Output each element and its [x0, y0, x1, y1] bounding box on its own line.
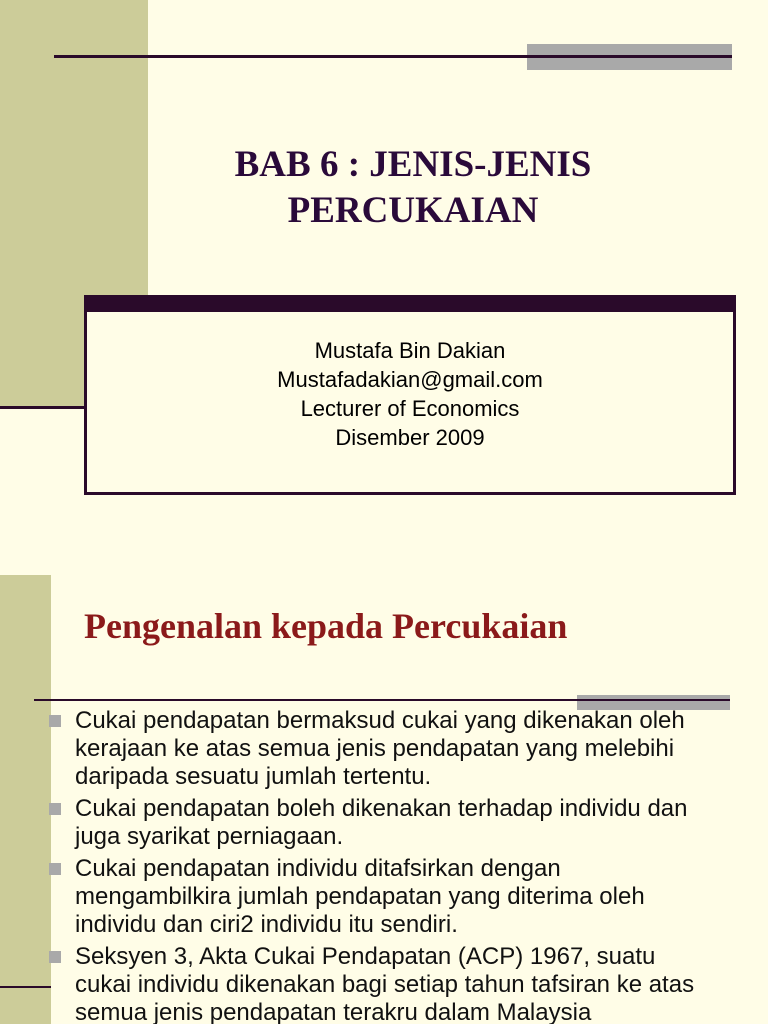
title-line-1: BAB 6 : JENIS-JENIS — [234, 144, 592, 185]
square-bullet-icon — [49, 715, 61, 727]
bullet-item — [0, 707, 700, 791]
square-bullet-icon — [49, 803, 61, 815]
author-info-box — [84, 312, 736, 495]
decorative-rule — [0, 406, 84, 409]
bullet-item — [0, 943, 700, 1024]
decorative-gray-bar — [527, 44, 732, 70]
square-bullet-icon — [49, 863, 61, 875]
author-name: Mustafa Bin Dakian — [314, 338, 506, 363]
title-line-2: PERCUKAIAN — [287, 190, 539, 231]
bullet-item — [0, 855, 700, 939]
bullet-text: Cukai pendapatan individu ditafsirkan dengan mengambilkira jumlah pendapatan yang diterima oleh individu dan ciri2 individu itu sendiri. — [75, 855, 645, 938]
author-role: Lecturer of Economics — [300, 396, 520, 421]
author-email: Mustafadakian@gmail.com — [277, 367, 543, 392]
slide-heading: Pengenalan kepada Percukaian — [84, 606, 568, 646]
bullet-list — [0, 707, 768, 1024]
slide-introduction — [0, 540, 768, 1024]
square-bullet-icon — [49, 951, 61, 963]
presentation-date: Disember 2009 — [335, 425, 485, 450]
bullet-text: Seksyen 3, Akta Cukai Pendapatan (ACP) 1967, suatu cukai individu dikenakan bagi setiap tahun tafsiran ke atas semua jenis pendapatan terakru dalam Malaysia — [75, 943, 695, 1024]
info-box-header-bar — [84, 295, 736, 313]
slide-title-heading — [150, 142, 676, 234]
bullet-item — [0, 795, 700, 851]
bullet-text: Cukai pendapatan bermaksud cukai yang dikenakan oleh kerajaan ke atas semua jenis pendapatan yang melebihi daripada sesuatu jumlah tertentu. — [75, 707, 685, 790]
bullet-text: Cukai pendapatan boleh dikenakan terhadap individu dan juga syarikat perniagaan. — [75, 795, 688, 850]
